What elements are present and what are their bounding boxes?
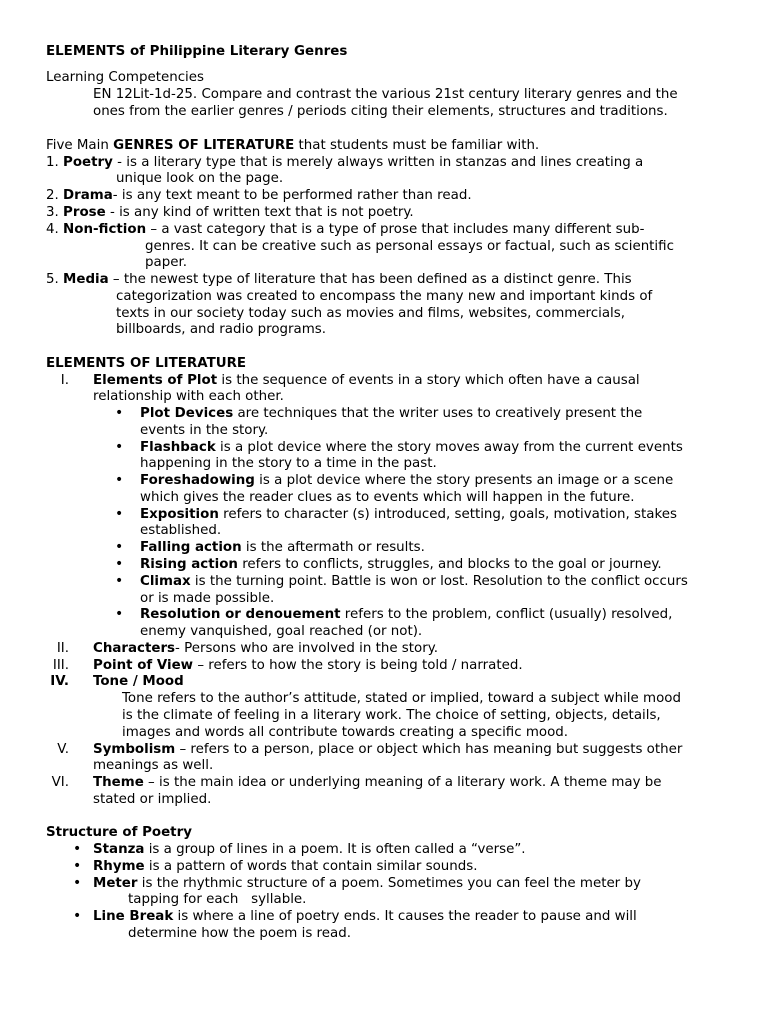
element-point-of-view: Point of View – refers to how the story is being told / narrated. xyxy=(93,658,523,673)
roman-numeral: V. xyxy=(57,742,69,757)
genre-item-non-fiction: 4. Non-fiction – a vast category that is a type of prose that includes many different sub- xyxy=(46,222,645,237)
plot-device-item: Plot Devices are techniques that the writer uses to creatively present the xyxy=(140,406,643,421)
roman-numeral: I. xyxy=(60,373,69,388)
roman-numeral: VI. xyxy=(51,775,69,790)
roman-numeral: II. xyxy=(56,641,69,656)
roman-numeral: IV. xyxy=(50,674,69,689)
bullet-icon: • xyxy=(115,539,124,555)
competency-text-line: ones from the earlier genres / periods citing their elements, structures and traditions. xyxy=(93,104,668,119)
genres-intro: Five Main GENRES OF LITERATURE that students must be familiar with. xyxy=(46,138,540,153)
bullet-icon: • xyxy=(115,405,124,421)
element-continuation: Tone refers to the author’s attitude, stated or implied, toward a subject while mood xyxy=(122,691,681,706)
genre-item-continuation: paper. xyxy=(145,255,187,270)
element-plot: Elements of Plot is the sequence of events in a story which often have a causal xyxy=(93,373,640,388)
bullet-icon: • xyxy=(115,573,124,589)
bullet-icon: • xyxy=(73,841,82,857)
element-continuation: stated or implied. xyxy=(93,792,212,807)
element-characters: Characters- Persons who are involved in the story. xyxy=(93,641,439,656)
plot-device-continuation: events in the story. xyxy=(140,423,269,438)
genre-item-media: 5. Media – the newest type of literature that has been defined as a distinct genre. This xyxy=(46,272,632,287)
element-continuation: is the climate of feeling in a literary work. The choice of setting, objects, details, xyxy=(122,708,661,723)
plot-device-continuation: established. xyxy=(140,523,222,538)
genre-item-poetry: 1. Poetry - is a literary type that is merely always written in stanzas and lines creating a xyxy=(46,155,644,170)
elements-heading: ELEMENTS OF LITERATURE xyxy=(46,356,247,371)
plot-device-item: Exposition refers to character (s) introduced, setting, goals, motivation, stakes xyxy=(140,507,677,522)
poetry-item-line-break: Line Break is where a line of poetry ends. It causes the reader to pause and will xyxy=(93,909,637,924)
genre-item-continuation: categorization was created to encompass the many new and important kinds of xyxy=(116,289,653,304)
poetry-item-continuation: tapping for each syllable. xyxy=(128,892,307,907)
poetry-item-meter: Meter is the rhythmic structure of a poem. Sometimes you can feel the meter by xyxy=(93,876,641,891)
genre-item-continuation: genres. It can be creative such as personal essays or factual, such as scientific xyxy=(145,239,674,254)
bullet-icon: • xyxy=(115,506,124,522)
bullet-icon: • xyxy=(115,556,124,572)
bullet-icon: • xyxy=(73,875,82,891)
element-theme: Theme – is the main idea or underlying meaning of a literary work. A theme may be xyxy=(93,775,662,790)
genre-item-continuation: billboards, and radio programs. xyxy=(116,322,327,337)
competencies-heading: Learning Competencies xyxy=(46,70,204,85)
poetry-heading: Structure of Poetry xyxy=(46,825,192,840)
plot-device-item: Flashback is a plot device where the story moves away from the current events xyxy=(140,440,683,455)
poetry-item-continuation: determine how the poem is read. xyxy=(128,926,351,941)
roman-numeral: III. xyxy=(52,658,69,673)
genre-item-continuation: unique look on the page. xyxy=(116,171,284,186)
element-symbolism: Symbolism – refers to a person, place or object which has meaning but suggests other xyxy=(93,742,683,757)
genre-item-continuation: texts in our society today such as movies and films, websites, commercials, xyxy=(116,306,626,321)
genre-item-prose: 3. Prose - is any kind of written text that is not poetry. xyxy=(46,205,414,220)
element-tone-mood: Tone / Mood xyxy=(93,674,184,689)
plot-device-continuation: enemy vanquished, goal reached (or not). xyxy=(140,624,423,639)
competency-text-line: EN 12Lit-1d-25. Compare and contrast the various 21st century literary genres and the xyxy=(93,87,678,102)
element-continuation: meanings as well. xyxy=(93,758,214,773)
poetry-item-stanza: Stanza is a group of lines in a poem. It is often called a “verse”. xyxy=(93,842,526,857)
plot-device-item: Rising action refers to conflicts, struggles, and blocks to the goal or journey. xyxy=(140,557,662,572)
bullet-icon: • xyxy=(115,606,124,622)
plot-device-item: Falling action is the aftermath or results. xyxy=(140,540,425,555)
bullet-icon: • xyxy=(115,439,124,455)
poetry-item-rhyme: Rhyme is a pattern of words that contain similar sounds. xyxy=(93,859,478,874)
bullet-icon: • xyxy=(115,472,124,488)
plot-device-continuation: happening in the story to a time in the past. xyxy=(140,456,437,471)
element-continuation: relationship with each other. xyxy=(93,389,284,404)
element-continuation: images and words all contribute towards creating a specific mood. xyxy=(122,725,569,740)
genre-item-drama: 2. Drama- is any text meant to be performed rather than read. xyxy=(46,188,472,203)
plot-device-item: Foreshadowing is a plot device where the story presents an image or a scene xyxy=(140,473,674,488)
bullet-icon: • xyxy=(73,858,82,874)
plot-device-item: Resolution or denouement refers to the problem, conflict (usually) resolved, xyxy=(140,607,673,622)
plot-device-continuation: or is made possible. xyxy=(140,591,275,606)
bullet-icon: • xyxy=(73,908,82,924)
plot-device-continuation: which gives the reader clues as to events which will happen in the future. xyxy=(140,490,635,505)
document-title: ELEMENTS of Philippine Literary Genres xyxy=(46,44,348,59)
plot-device-item: Climax is the turning point. Battle is won or lost. Resolution to the conflict occurs xyxy=(140,574,688,589)
